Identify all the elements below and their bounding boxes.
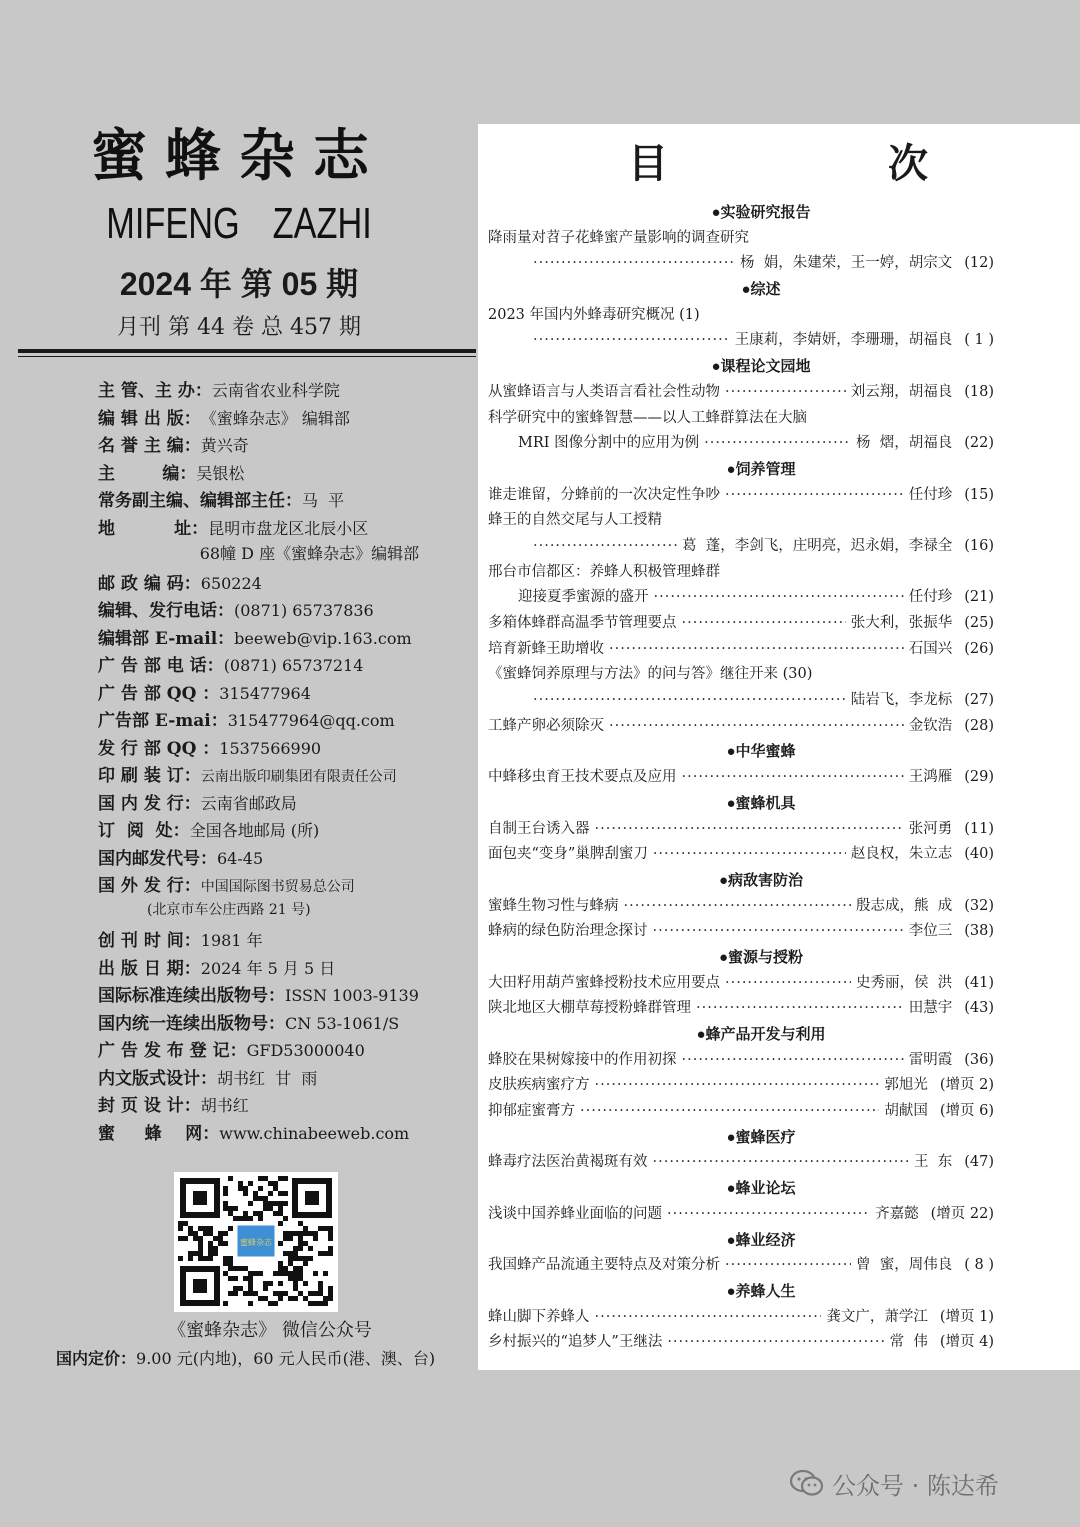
masthead-row bbox=[98, 761, 470, 789]
masthead-value: 云南省邮政局 bbox=[200, 793, 297, 813]
toc-entry[interactable] bbox=[488, 1330, 994, 1356]
price-value: 9.00 元(内地)，60 元人民币(港、澳、台) bbox=[136, 1349, 436, 1368]
masthead-row bbox=[98, 1119, 470, 1147]
toc-entry-page: (27) bbox=[964, 692, 994, 709]
toc-entry-title: 工蜂产卵必须除灭 bbox=[488, 717, 604, 734]
toc-entry-title: 中蜂移虫育王技术要点及应用 bbox=[488, 769, 677, 786]
toc-entry-title: 谁走谁留，分蜂前的一次决定性争吵 bbox=[488, 486, 720, 503]
toc-entry[interactable] bbox=[488, 1048, 994, 1074]
toc-entry-page: (28) bbox=[964, 717, 994, 734]
toc-entry-title: 从蜜蜂语言与人类语言看社会性动物 bbox=[488, 383, 720, 400]
toc-entry[interactable] bbox=[488, 585, 994, 611]
toc-entry-authors: 金钦浩 bbox=[908, 717, 953, 734]
toc-leader-dots bbox=[595, 1073, 880, 1099]
toc-section-heading: ●养蜂人生 bbox=[726, 1282, 796, 1300]
wechat-caption: 《蜜蜂杂志》 微信公众号 bbox=[168, 1320, 372, 1341]
toc-entry-title: 蜂胶在果树嫁接中的作用初探 bbox=[488, 1051, 677, 1068]
toc-leader-dots bbox=[533, 688, 846, 714]
masthead-value: (北京市车公庄西路 21 号) bbox=[98, 901, 311, 918]
toc-entry[interactable] bbox=[488, 894, 994, 920]
toc-entry-authors: 石国兴 bbox=[908, 640, 953, 657]
masthead-label: 发 行 部 QQ ： bbox=[98, 738, 220, 759]
toc-entry[interactable] bbox=[488, 380, 994, 406]
toc-section-heading: ●蜂业论坛 bbox=[726, 1180, 796, 1198]
toc-entry-page: ( 1 ) bbox=[964, 332, 994, 349]
toc-entry-page: ( 8 ) bbox=[964, 1257, 994, 1274]
masthead-info bbox=[98, 376, 470, 1146]
toc-entry[interactable] bbox=[488, 534, 994, 560]
masthead-row bbox=[98, 926, 470, 954]
toc-leader-dots bbox=[653, 919, 904, 945]
masthead-value: 云南出版印刷集团有限责任公司 bbox=[200, 769, 397, 785]
masthead-label: 常务副主编、编辑部主任： bbox=[98, 491, 302, 511]
toc-leader-dots bbox=[725, 380, 846, 406]
toc-entry[interactable] bbox=[488, 1099, 994, 1125]
toc-entry-authors: 张河勇 bbox=[908, 820, 953, 837]
toc-entry-authors: 任付珍 bbox=[908, 589, 953, 606]
toc-entry-authors: 任付珍 bbox=[908, 486, 953, 503]
magazine-title: 蜜蜂杂志 bbox=[91, 123, 387, 189]
issue-number: 2024 年 第 05 期 bbox=[119, 266, 359, 302]
toc-entry-authors: 赵良权，朱立志 bbox=[850, 846, 953, 863]
toc-entry-page: (21) bbox=[964, 589, 994, 606]
divider-thick bbox=[18, 349, 476, 353]
masthead-label: 名 誉 主 编： bbox=[98, 436, 201, 456]
toc-entry[interactable] bbox=[488, 971, 994, 997]
masthead-value: 1537566990 bbox=[219, 738, 322, 758]
masthead-row bbox=[98, 1064, 470, 1092]
toc-entry[interactable] bbox=[488, 1305, 994, 1331]
toc-heading-right: 次 bbox=[888, 140, 928, 187]
masthead-row bbox=[98, 844, 470, 872]
masthead-row bbox=[98, 514, 470, 542]
masthead-label: 国 外 发 行： bbox=[98, 876, 201, 896]
toc-entry-authors: 刘云翔，胡福良 bbox=[850, 383, 953, 400]
toc-entry[interactable] bbox=[488, 406, 994, 432]
masthead-row bbox=[98, 651, 470, 679]
masthead-value: 吴银松 bbox=[196, 463, 245, 483]
masthead-label: 主 编： bbox=[98, 463, 197, 484]
toc-section-heading: ●饲养管理 bbox=[726, 460, 796, 478]
toc-entry-page: (47) bbox=[964, 1154, 994, 1171]
toc-entry-page: (15) bbox=[964, 486, 994, 503]
toc-entry-title: 2023 年国内外蜂毒研究概况 (1) bbox=[488, 306, 700, 323]
masthead-row bbox=[98, 1091, 470, 1119]
masthead-row bbox=[98, 459, 470, 487]
toc-entry-authors: 郭旭光 bbox=[884, 1077, 928, 1094]
toc-entry-title: 多箱体蜂群高温季节管理要点 bbox=[488, 615, 677, 631]
masthead-value: 《蜜蜂杂志》 编辑部 bbox=[200, 408, 350, 428]
masthead-row bbox=[98, 789, 470, 817]
toc-entry-page: (11) bbox=[964, 820, 994, 837]
toc-entry[interactable] bbox=[488, 919, 994, 945]
toc-leader-dots bbox=[654, 585, 904, 611]
masthead-value: 马 平 bbox=[302, 491, 345, 510]
masthead-label: 邮 政 编 码： bbox=[98, 573, 201, 594]
toc-entry-authors: 杨 娟，朱建荣，王一婷，胡宗文 bbox=[740, 255, 953, 272]
masthead-row bbox=[98, 569, 470, 597]
masthead-row bbox=[98, 816, 470, 844]
toc-section-heading: ●综述 bbox=[741, 281, 781, 299]
masthead-row bbox=[98, 624, 470, 652]
masthead-row bbox=[98, 1009, 470, 1037]
masthead-value: GFD53000040 bbox=[246, 1041, 365, 1060]
masthead-value: 胡书红 bbox=[200, 1096, 249, 1115]
masthead-value: 胡书红 甘 雨 bbox=[217, 1068, 318, 1088]
toc-entry-authors: 杨 熠，胡福良 bbox=[856, 435, 953, 452]
toc-entry-authors: 王 东 bbox=[914, 1154, 953, 1171]
masthead-label: 国际标准连续出版物号： bbox=[98, 986, 285, 1006]
toc-section-heading: ●课程论文园地 bbox=[711, 358, 811, 376]
masthead-value: 64-45 bbox=[217, 848, 264, 868]
toc-leader-dots bbox=[609, 714, 904, 740]
masthead-label: 编辑部 E-mail： bbox=[98, 628, 235, 649]
toc-leader-dots bbox=[595, 817, 904, 843]
toc-entry-title: 蜜蜂生物习性与蜂病 bbox=[488, 897, 619, 914]
masthead-value: beeweb@vip.163.com bbox=[234, 628, 412, 648]
toc-entry-title: 蜂病的绿色防治理念探讨 bbox=[488, 923, 648, 940]
wechat-icon bbox=[790, 1469, 824, 1497]
masthead-row bbox=[98, 734, 470, 762]
masthead-row bbox=[98, 486, 470, 514]
wechat-watermark bbox=[790, 1463, 999, 1503]
toc-entry[interactable] bbox=[488, 303, 994, 329]
masthead-label: 订 阅 处： bbox=[98, 821, 190, 841]
toc-entry[interactable] bbox=[488, 226, 994, 252]
masthead-label: 蜜 蜂 网： bbox=[98, 1123, 220, 1144]
watermark-text: 公众号 · 陈达希 bbox=[832, 1471, 999, 1500]
masthead-row bbox=[98, 954, 470, 982]
masthead-value: 云南省农业科学院 bbox=[211, 381, 340, 400]
masthead-label: 出 版 日 期： bbox=[98, 958, 201, 979]
toc-entry-title: 邢台市信都区：养蜂人积极管理蜂群 bbox=[488, 563, 720, 580]
masthead-value: www.chinabeeweb.com bbox=[219, 1123, 410, 1143]
wechat-qr-code[interactable] bbox=[174, 1172, 338, 1312]
toc-entry-title: 陕北地区大棚草莓授粉蜂群管理 bbox=[488, 1000, 691, 1017]
toc-entry-title: 《蜜蜂饲养原理与方法》的问与答》继往开来 (30) bbox=[488, 666, 813, 683]
toc-entry-authors: 殷志成，熊 成 bbox=[856, 897, 953, 914]
masthead-label: 主 管、主 办： bbox=[98, 381, 212, 401]
masthead-row bbox=[98, 431, 470, 459]
toc-leader-dots bbox=[533, 328, 730, 354]
masthead-label: 创 刊 时 间： bbox=[98, 931, 201, 951]
toc-section-heading: ●病敌害防治 bbox=[718, 871, 804, 889]
toc-leader-dots bbox=[682, 765, 904, 791]
toc-section-heading: ●实验研究报告 bbox=[711, 204, 811, 221]
toc-entry[interactable] bbox=[488, 431, 994, 457]
masthead-value: 中国国际图书贸易总公司 bbox=[200, 879, 355, 895]
toc-entry-authors: 张大利，张振华 bbox=[850, 615, 953, 631]
toc-entry-page: (增页 1) bbox=[939, 1308, 994, 1325]
masthead-label: 编辑、发行电话： bbox=[98, 601, 234, 621]
toc-entry[interactable] bbox=[488, 508, 994, 534]
masthead-label: 国 内 发 行： bbox=[98, 793, 201, 814]
toc-entry-title: 蜂王的自然交尾与人工授精 bbox=[488, 512, 662, 529]
toc-entry[interactable] bbox=[488, 483, 994, 509]
toc-section-heading: ●蜜源与授粉 bbox=[718, 948, 804, 966]
toc-section-heading: ●蜂产品开发与利用 bbox=[696, 1026, 826, 1043]
qr-center-logo: 蜜蜂杂志 bbox=[240, 1238, 272, 1247]
masthead-row bbox=[98, 706, 470, 734]
masthead-value: CN 53-1061/S bbox=[285, 1013, 400, 1033]
toc-entry[interactable] bbox=[488, 611, 994, 637]
toc-leader-dots bbox=[653, 842, 846, 868]
toc-entry[interactable] bbox=[488, 996, 994, 1022]
toc-entry-authors: 雷明霞 bbox=[908, 1051, 953, 1068]
masthead-value: ISSN 1003-9139 bbox=[285, 986, 419, 1005]
toc-entry-title: 蜂山脚下养蜂人 bbox=[488, 1308, 590, 1325]
toc-leader-dots bbox=[667, 1330, 884, 1356]
toc-leader-dots bbox=[595, 1305, 822, 1331]
masthead-row bbox=[98, 899, 470, 927]
toc-entry-title: 浅谈中国养蜂业面临的问题 bbox=[488, 1205, 662, 1222]
toc-entry[interactable] bbox=[488, 1073, 994, 1099]
toc-entry-title: 我国蜂产品流通主要特点及对策分析 bbox=[488, 1257, 720, 1274]
masthead-label: 广 告 部 QQ ： bbox=[98, 683, 220, 704]
masthead-row bbox=[98, 1036, 470, 1064]
toc-entry-authors: 常 伟 bbox=[889, 1334, 928, 1351]
masthead-row bbox=[98, 404, 470, 432]
masthead-row bbox=[98, 541, 470, 569]
masthead-value: 1981 年 bbox=[200, 931, 263, 950]
masthead-row bbox=[98, 376, 470, 404]
toc-leader-dots bbox=[704, 431, 851, 457]
toc-section-heading: ●蜜蜂机具 bbox=[726, 794, 796, 812]
toc-entry[interactable] bbox=[488, 662, 994, 688]
masthead-value: 昆明市盘龙区北辰小区 bbox=[208, 518, 369, 538]
toc-section-heading: ●蜂业经济 bbox=[726, 1231, 796, 1249]
toc-entry-page: (36) bbox=[964, 1051, 994, 1068]
magazine-pinyin-title: MIFENG ZAZHI bbox=[106, 199, 372, 248]
toc-entry-title: 蜂毒疗法医治黄褐斑有效 bbox=[488, 1154, 648, 1171]
toc-entry-page: (增页 6) bbox=[939, 1103, 994, 1120]
masthead-row bbox=[98, 679, 470, 707]
toc-entry-page: (40) bbox=[964, 846, 994, 863]
toc-leader-dots bbox=[682, 1048, 904, 1074]
masthead-value: 650224 bbox=[200, 573, 262, 593]
toc-entry-authors: 胡献国 bbox=[884, 1103, 928, 1120]
toc-entry-title: 抑郁症蜜膏方 bbox=[488, 1103, 575, 1120]
toc-heading bbox=[628, 140, 928, 188]
toc-entry-page: (增页 4) bbox=[939, 1334, 994, 1351]
toc-leader-dots bbox=[725, 483, 904, 509]
masthead-value: 黄兴奇 bbox=[200, 436, 249, 455]
toc-entry-authors: 王康莉，李婧妍，李珊珊，胡福良 bbox=[734, 332, 953, 349]
toc-entry-page: (12) bbox=[964, 255, 994, 272]
toc-entry[interactable] bbox=[488, 251, 994, 277]
toc-leader-dots bbox=[653, 1150, 910, 1176]
toc-entry-page: (41) bbox=[964, 974, 994, 991]
toc-leader-dots bbox=[725, 971, 851, 997]
toc-section-heading: ●中华蜜蜂 bbox=[726, 743, 796, 761]
toc-leader-dots bbox=[533, 534, 677, 560]
toc-heading-left: 目 bbox=[628, 140, 668, 187]
toc-entry[interactable] bbox=[488, 688, 994, 714]
volume-info: 月刊 第 44 卷 总 457 期 bbox=[117, 315, 361, 340]
toc-leader-dots bbox=[624, 894, 852, 920]
masthead-label: 广 告 发 布 登 记： bbox=[98, 1041, 247, 1061]
toc-entry-page: (18) bbox=[964, 383, 994, 400]
toc-leader-dots bbox=[682, 611, 846, 637]
masthead-row bbox=[98, 596, 470, 624]
toc-entry-title: 培育新蜂王助增收 bbox=[488, 640, 604, 657]
toc-entry[interactable] bbox=[488, 765, 994, 791]
masthead-label: 广告部 E-mai： bbox=[98, 711, 228, 731]
masthead-value: 2024 年 5 月 5 日 bbox=[200, 958, 336, 978]
toc-entry-page: (增页 2) bbox=[939, 1077, 994, 1094]
toc-entry-authors: 王鸿雁 bbox=[908, 769, 953, 786]
table-of-contents-panel bbox=[478, 124, 1080, 1370]
toc-leader-dots bbox=[725, 1253, 851, 1279]
toc-entry-authors: 史秀丽，侯 洪 bbox=[856, 974, 953, 991]
divider-thin bbox=[18, 356, 476, 357]
toc-entry-title: 皮肤疾病蜜疗方 bbox=[488, 1077, 590, 1094]
toc-leader-dots bbox=[696, 996, 904, 1022]
masthead-label: 地 址： bbox=[98, 518, 209, 539]
toc-entry-title: 降雨量对苕子花蜂蜜产量影响的调查研究 bbox=[488, 229, 749, 246]
toc-section-heading: ●蜜蜂医疗 bbox=[726, 1128, 796, 1146]
toc-entry-authors: 田慧宇 bbox=[908, 1000, 953, 1017]
masthead-label: 国内邮发代号： bbox=[98, 848, 217, 869]
toc-entry-title: 迎接夏季蜜源的盛开 bbox=[518, 589, 649, 606]
toc-entry-title: 乡村振兴的“追梦人”王继法 bbox=[488, 1334, 663, 1351]
toc-entry-page: (29) bbox=[964, 769, 994, 786]
toc-entry-authors: 龚文广，萧学江 bbox=[826, 1308, 928, 1325]
masthead-value: 315477964 bbox=[219, 683, 311, 703]
toc-entry-title: MRI 图像分割中的应用为例 bbox=[518, 435, 700, 452]
toc-entry[interactable] bbox=[488, 1202, 994, 1228]
toc-entry[interactable] bbox=[488, 1150, 994, 1176]
toc-entry-page: (43) bbox=[964, 1000, 994, 1017]
toc-entry-page: (32) bbox=[964, 897, 994, 914]
toc-entry-authors: 齐嘉懿 bbox=[875, 1205, 919, 1222]
price-line bbox=[56, 1346, 435, 1372]
masthead-value: (0871) 65737836 bbox=[234, 601, 374, 620]
toc-entry-title: 面包夹“变身”巢脾刮蜜刀 bbox=[488, 846, 648, 863]
toc-entry-title: 大田籽用葫芦蜜蜂授粉技术应用要点 bbox=[488, 974, 720, 991]
toc-entry[interactable] bbox=[488, 637, 994, 663]
masthead-label: 广 告 部 电 话： bbox=[98, 656, 224, 676]
cover-left-panel bbox=[0, 0, 478, 1527]
toc-leader-dots bbox=[533, 251, 735, 277]
toc-entry-page: (22) bbox=[964, 435, 994, 452]
toc-entry[interactable] bbox=[488, 328, 994, 354]
masthead-label: 国内统一连续出版物号： bbox=[98, 1013, 285, 1034]
toc-entry[interactable] bbox=[488, 817, 994, 843]
masthead-label: 封 页 设 计： bbox=[98, 1096, 201, 1116]
toc-list bbox=[488, 200, 994, 1356]
masthead-label: 内文版式设计： bbox=[98, 1068, 217, 1089]
masthead-value: 68幢 D 座《蜜蜂杂志》编辑部 bbox=[98, 544, 420, 563]
masthead-value: (0871) 65737214 bbox=[223, 656, 364, 675]
toc-entry-page: (25) bbox=[964, 615, 994, 631]
toc-entry-authors: 陆岩飞，李龙标 bbox=[850, 692, 953, 709]
toc-entry-title: 科学研究中的蜜蜂智慧——以人工蜂群算法在大脑 bbox=[488, 409, 807, 426]
toc-entry-page: (增页 22) bbox=[930, 1205, 994, 1222]
toc-entry[interactable] bbox=[488, 842, 994, 868]
price-label: 国内定价： bbox=[56, 1349, 137, 1368]
masthead-row bbox=[98, 981, 470, 1009]
toc-entry-authors: 曾 蜜，周伟良 bbox=[856, 1257, 953, 1274]
toc-entry[interactable] bbox=[488, 714, 994, 740]
toc-entry[interactable] bbox=[488, 560, 994, 586]
masthead-label: 编 辑 出 版： bbox=[98, 408, 201, 429]
toc-leader-dots bbox=[667, 1202, 870, 1228]
toc-leader-dots bbox=[609, 637, 904, 663]
masthead-label: 印 刷 装 订： bbox=[98, 766, 201, 786]
masthead-row bbox=[98, 871, 470, 899]
toc-entry[interactable] bbox=[488, 1253, 994, 1279]
toc-entry-title: 自制王台诱入器 bbox=[488, 820, 590, 837]
toc-entry-page: (26) bbox=[964, 640, 994, 657]
toc-entry-authors: 李位三 bbox=[908, 923, 953, 940]
masthead-value: 315477964@qq.com bbox=[227, 711, 395, 730]
toc-leader-dots bbox=[580, 1099, 879, 1125]
toc-entry-page: (38) bbox=[964, 923, 994, 940]
toc-entry-authors: 葛 蓬，李剑飞，庄明亮，迟永娟，李禄全 bbox=[682, 537, 953, 554]
toc-entry-page: (16) bbox=[964, 537, 994, 554]
masthead-value: 全国各地邮局 (所) bbox=[189, 821, 320, 840]
